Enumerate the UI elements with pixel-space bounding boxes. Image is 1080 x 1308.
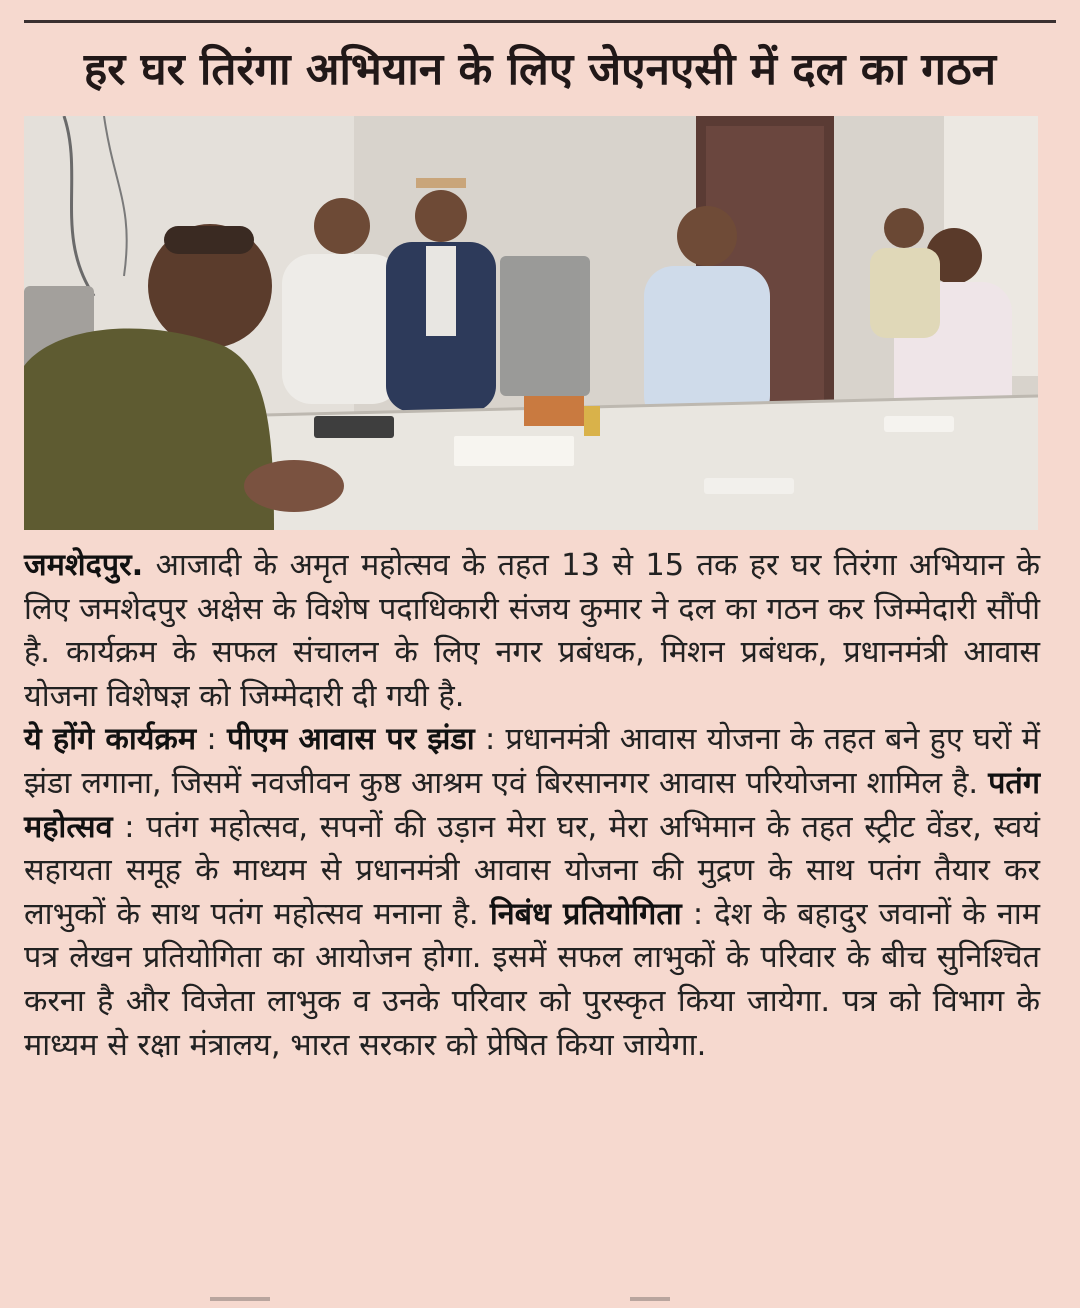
separator: :	[196, 722, 227, 758]
news-photo	[24, 116, 1038, 530]
paragraph-text: : पतंग महोत्सव, सपनों की उड़ान मेरा घर, मेरा अभिमान के तहत स्ट्रीट वेंडर, स्वयं सहायता समूह के माध्यम से प्रधानमंत्री आवास योजना की मुद्रण के साथ पतंग तैयार कर लाभुकों के साथ पतंग महोत्सव मनाना है.	[24, 809, 1040, 932]
top-rule	[24, 20, 1056, 23]
section-heading: ये होंगे कार्यक्रम	[24, 722, 197, 758]
headline: हर घर तिरंगा अभियान के लिए जेएनएसी में दल का गठन	[83, 44, 997, 95]
article-body	[24, 544, 1040, 1067]
paragraph-text: आजादी के अमृत महोत्सव के तहत 13 से 15 तक हर घर तिरंगा अभियान के लिए जमशेदपुर अक्षेस के विशेष पदाधिकारी संजय कुमार ने दल का गठन कर जिम्मेदारी सौंपी है. कार्यक्रम के सफल संचालन के लिए नगर प्रबंधक, मिशन प्रबंधक, प्रधानमंत्री आवास योजना विशेषज्ञ को जिम्मेदारी दी गयी है.	[24, 548, 1040, 714]
article-paragraph-1	[24, 544, 1040, 718]
subheading-patang: पतंग महोत्सव	[24, 765, 1040, 845]
paragraph-text: : देश के बहादुर जवानों के नाम पत्र लेखन प्रतियोगिता का आयोजन होगा. इसमें सफल लाभुकों के परिवार के बीच सुनिश्चित करना है और विजेता लाभुक व उनके परिवार को पुरस्कृत किया जायेगा. पत्र को विभाग के माध्यम से रक्षा मंत्रालय, भारत सरकार को प्रेषित किया जायेगा.	[24, 896, 1040, 1063]
subheading-pm-awas: पीएम आवास पर झंडा	[226, 722, 475, 758]
dateline: जमशेदपुर.	[24, 548, 144, 583]
paragraph-text: : प्रधानमंत्री आवास योजना के तहत बने हुए घरों में झंडा लगाना, जिसमें नवजीवन कुष्ठ आश्रम एवं बिरसानगर आवास परियोजना शामिल है.	[24, 722, 1040, 801]
bottom-edge-marks	[200, 1296, 900, 1302]
subheading-nibandh: निबंध प्रतियोगिता	[489, 896, 682, 932]
article-paragraph-2	[24, 718, 1040, 1067]
